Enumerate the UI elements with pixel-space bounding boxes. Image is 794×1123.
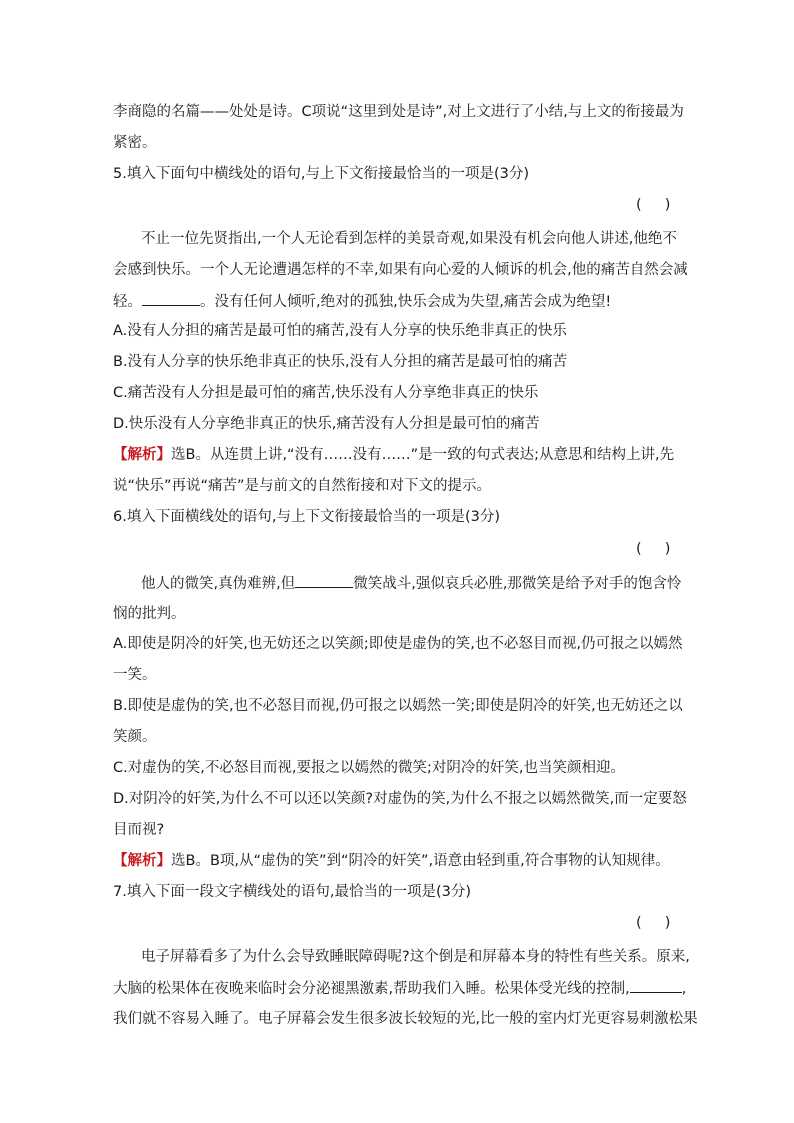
- q5-option-c: C.痛苦没有人分担是最可怕的痛苦,快乐没有人分享绝非真正的快乐: [113, 385, 539, 401]
- prev-analysis-line: 李商隐的名篇——处处是诗。C项说“这里到处是诗”,对上文进行了小结,与上文的衔接最为: [113, 104, 684, 120]
- q6-option-d-cont: 目而视?: [113, 822, 165, 838]
- q5-option-b: B.没有人分享的快乐绝非真正的快乐,没有人分担的痛苦是最可怕的痛苦: [113, 354, 568, 370]
- question-5-stem: 5.填入下面句中横线处的语句,与上下文衔接最恰当的一项是(3分): [113, 166, 529, 182]
- fill-blank: [295, 573, 353, 588]
- q6-option-a: A.即使是阴冷的奸笑,也无妨还之以笑颜;即使是虚伪的笑,也不必怒目而视,仍可报之以嫣然: [113, 636, 683, 652]
- q6-option-a-cont: 一笑。: [113, 667, 157, 683]
- q6-passage-line: 悯的批判。: [113, 606, 186, 622]
- analysis-label: 【解析】: [113, 853, 171, 869]
- q6-option-c: C.对虚伪的笑,不必怒目而视,要报之以嫣然的微笑;对阴冷的奸笑,也当笑颜相迎。: [113, 760, 625, 776]
- q7-passage-text: ,: [681, 981, 687, 997]
- q5-option-d: D.快乐没有人分享绝非真正的快乐,痛苦没有人分担是最可怕的痛苦: [113, 416, 540, 432]
- q6-option-b: B.即使是虚伪的笑,也不必怒目而视,仍可报之以嫣然一笑;即使是阴冷的奸笑,也无妨还之以: [113, 698, 683, 714]
- analysis-text: 选B。B项,从“虚伪的笑”到“阴冷的奸笑”,语意由轻到重,符合事物的认知规律。: [171, 853, 670, 869]
- answer-bracket: ( ): [636, 197, 671, 213]
- q6-passage-text: 微笑战斗,强似哀兵必胜,那微笑是给予对手的饱含怜: [353, 576, 682, 592]
- prev-analysis-line: 紧密。: [113, 135, 157, 151]
- q5-passage-line: 不止一位先贤指出,一个人无论看到怎样的美景奇观,如果没有机会向他人讲述,他绝不: [141, 231, 677, 247]
- analysis-label: 【解析】: [113, 447, 171, 463]
- answer-bracket: ( ): [636, 541, 671, 557]
- q7-passage-text: 大脑的松果体在夜晚来临时会分泌褪黑激素,帮助我们入睡。松果体受光线的控制,: [113, 981, 630, 997]
- q5-analysis-line: 说“快乐”再说“痛苦”是与前文的自然衔接和对下文的提示。: [113, 478, 492, 494]
- q6-passage-line: [141, 573, 685, 594]
- q6-analysis: [113, 851, 685, 871]
- fill-blank: [630, 978, 682, 993]
- q6-option-d: D.对阴冷的奸笑,为什么不可以还以笑颜?对虚伪的笑,为什么不报之以嫣然微笑,而一定要怒: [113, 791, 687, 807]
- q7-passage-line: 电子屏幕看多了为什么会导致睡眠障碍呢?这个倒是和屏幕本身的特性有些关系。原来,: [141, 949, 690, 965]
- fill-blank: [142, 291, 200, 306]
- q6-passage-text: 他人的微笑,真伪难辨,但: [141, 576, 296, 592]
- analysis-text: 选B。从连贯上讲,“没有……没有……”是一致的句式表达;从意思和结构上讲,先: [171, 447, 675, 463]
- question-6-stem: 6.填入下面横线处的语句,与上下文衔接最恰当的一项是(3分): [113, 509, 500, 525]
- q5-passage-line: [113, 291, 685, 312]
- q5-passage-text: 。没有任何人倾听,绝对的孤独,快乐会成为失望,痛苦会成为绝望!: [200, 294, 612, 310]
- q5-passage-text: 轻。: [113, 294, 142, 310]
- q5-passage-line: 会感到快乐。一个人无论遭遇怎样的不幸,如果有向心爱的人倾诉的机会,他的痛苦自然会减: [113, 262, 688, 278]
- answer-bracket: ( ): [636, 915, 671, 931]
- q5-analysis: [113, 445, 685, 465]
- question-7-stem: 7.填入下面一段文字横线处的语句,最恰当的一项是(3分): [113, 884, 471, 900]
- q6-option-b-cont: 笑颜。: [113, 729, 157, 745]
- q5-option-a: A.没有人分担的痛苦是最可怕的痛苦,没有人分享的快乐绝非真正的快乐: [113, 323, 567, 339]
- q7-passage-line: [113, 978, 685, 999]
- q7-passage-line: 我们就不容易入睡了。电子屏幕会发生很多波长较短的光,比一般的室内灯光更容易刺激松果: [113, 1011, 698, 1027]
